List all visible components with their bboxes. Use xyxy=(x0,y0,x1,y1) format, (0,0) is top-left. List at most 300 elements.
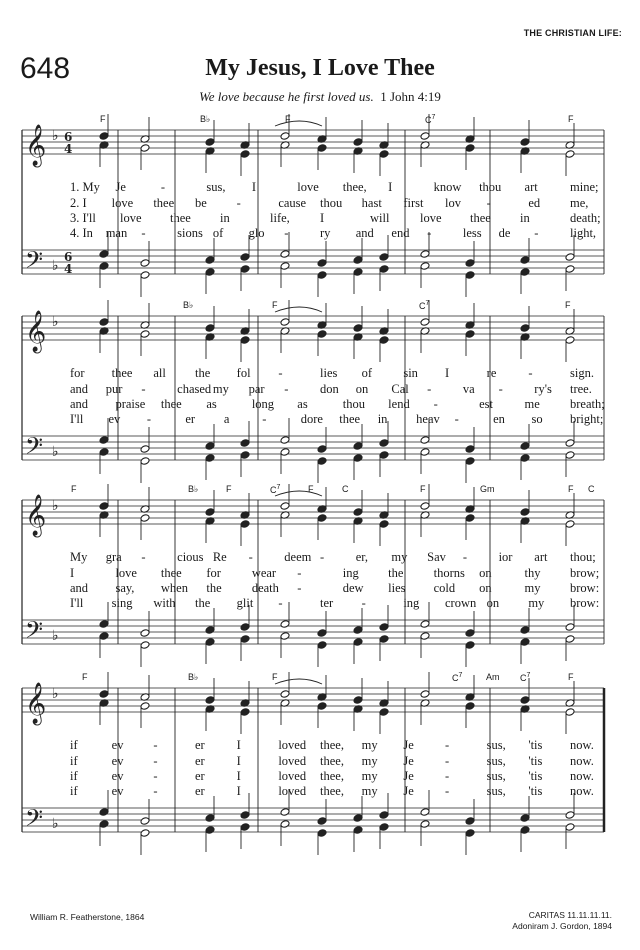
lyric-syllable: - xyxy=(284,226,289,240)
lyric-syllable: - xyxy=(486,196,491,210)
lyric-syllable: my xyxy=(361,784,378,798)
lyric-syllable: long xyxy=(251,397,275,411)
lyric-syllable: cause xyxy=(278,196,307,210)
treble-clef-icon: 𝄞 xyxy=(25,125,47,166)
lyric-syllable: - xyxy=(498,382,503,396)
lyric-syllable: - xyxy=(445,738,450,752)
time-signature-icon: 6 xyxy=(64,130,73,144)
lyric-syllable: - xyxy=(320,550,325,564)
lyric-syllable: thee, xyxy=(320,754,344,768)
chord-symbol: B♭ xyxy=(183,300,194,310)
chord-symbol: F xyxy=(100,114,106,124)
note-head xyxy=(520,508,530,517)
lyric-syllable: my xyxy=(212,382,229,396)
lyric-syllable: my xyxy=(528,596,545,610)
note-head xyxy=(420,808,430,817)
note-head xyxy=(353,638,363,647)
lyric-syllable: ev xyxy=(111,754,124,768)
note-head xyxy=(99,262,109,271)
note-head xyxy=(99,808,109,817)
note-head xyxy=(465,330,475,339)
lyric-syllable: - xyxy=(160,180,166,194)
note-head xyxy=(205,324,215,333)
note-head xyxy=(353,268,363,277)
note-head xyxy=(317,514,327,523)
lyric-syllable: brow: xyxy=(570,581,600,595)
lyric-syllable: gra xyxy=(105,550,122,564)
lyric-syllable: breath; xyxy=(570,397,605,411)
lyric-syllable: sign. xyxy=(570,366,594,380)
lyric-syllable: va xyxy=(462,382,475,396)
note-head xyxy=(420,502,430,511)
lyric-syllable: - xyxy=(528,366,533,380)
lyric-syllable: 2. I xyxy=(70,196,87,210)
music-credit: Adoniram J. Gordon, 1894 xyxy=(512,921,612,931)
key-flat-icon: ♭ xyxy=(52,628,59,644)
lyric-syllable: I xyxy=(236,769,241,783)
note-head xyxy=(379,635,389,644)
lyric-syllable: and xyxy=(355,226,374,240)
note-head xyxy=(317,445,327,454)
lyric-syllable: as xyxy=(206,397,217,411)
lyric-syllable: art xyxy=(524,180,538,194)
key-flat-icon: ♭ xyxy=(52,444,59,460)
note-head xyxy=(205,442,215,451)
lyric-syllable: ev xyxy=(111,738,124,752)
slur-mark xyxy=(275,679,322,684)
key-flat-icon: ♭ xyxy=(52,128,59,144)
note-head xyxy=(379,439,389,448)
note-head xyxy=(240,451,250,460)
lyric-syllable: cious xyxy=(177,550,204,564)
lyric-syllable: know xyxy=(433,180,462,194)
lyric-syllable: chased xyxy=(177,382,212,396)
lyric-syllable: 'tis xyxy=(528,754,543,768)
lyric-syllable: 3. I'll xyxy=(70,211,96,225)
note-head xyxy=(565,635,575,644)
note-head xyxy=(99,502,109,511)
key-flat-icon: ♭ xyxy=(52,314,59,330)
epigraph-reference: 1 John 4:19 xyxy=(380,89,441,104)
lyric-syllable: if xyxy=(70,769,78,783)
slur-mark xyxy=(275,491,322,496)
treble-clef-icon: 𝄞 xyxy=(25,495,47,536)
chord-symbol: Gm xyxy=(480,484,495,494)
note-head xyxy=(205,696,215,705)
lyric-syllable: my xyxy=(524,581,541,595)
note-head xyxy=(465,457,475,466)
note-head xyxy=(317,144,327,153)
lyric-syllable: Je xyxy=(403,769,414,783)
note-head xyxy=(140,641,150,650)
lyric-syllable: if xyxy=(70,754,78,768)
lyric-syllable: sus, xyxy=(486,769,506,783)
lyric-syllable: on xyxy=(479,581,492,595)
lyric-syllable: so xyxy=(531,412,543,426)
note-head xyxy=(565,708,575,717)
slur-mark xyxy=(275,121,322,126)
lyric-syllable: first xyxy=(403,196,424,210)
note-head xyxy=(353,442,363,451)
note-head xyxy=(465,445,475,454)
note-head xyxy=(420,690,430,699)
lyric-syllable: bright; xyxy=(570,412,604,426)
lyric-syllable: - xyxy=(445,754,450,768)
chord-symbol: $C^7$ xyxy=(270,484,281,495)
lyric-syllable: - xyxy=(262,412,267,426)
note-head xyxy=(379,451,389,460)
note-head xyxy=(465,641,475,650)
lyric-syllable: - xyxy=(153,738,158,752)
note-head xyxy=(379,253,389,262)
lyric-syllable: - xyxy=(454,412,459,426)
note-head xyxy=(140,829,150,838)
note-head xyxy=(240,635,250,644)
lyric-syllable: - xyxy=(236,196,241,210)
lyric-syllable: thy xyxy=(524,566,541,580)
lyric-syllable: thee xyxy=(170,211,191,225)
lyric-syllable: - xyxy=(153,754,158,768)
lyric-syllable: in xyxy=(377,412,388,426)
note-head xyxy=(140,445,150,454)
chord-symbol: F xyxy=(565,300,571,310)
lyric-syllable: thee xyxy=(111,366,133,380)
lyric-syllable: thou xyxy=(320,196,343,210)
lyric-syllable: love xyxy=(297,180,319,194)
lyric-syllable: with xyxy=(153,596,176,610)
note-head xyxy=(520,268,530,277)
lyric-syllable: thee xyxy=(160,397,182,411)
lyric-syllable: lend xyxy=(388,397,410,411)
note-head xyxy=(240,253,250,262)
lyric-syllable: er xyxy=(195,769,205,783)
note-head xyxy=(565,623,575,632)
note-head xyxy=(565,336,575,345)
lyric-syllable: - xyxy=(248,550,253,564)
lyric-syllable: - xyxy=(284,382,289,396)
words-credit: William R. Featherstone, 1864 xyxy=(30,912,145,922)
lyric-syllable: My xyxy=(70,550,88,564)
lyric-syllable: - xyxy=(278,366,283,380)
note-head xyxy=(205,814,215,823)
note-head xyxy=(353,256,363,265)
lyric-syllable: - xyxy=(462,550,468,564)
lyric-syllable: on xyxy=(355,382,369,396)
note-head xyxy=(280,690,290,699)
note-head xyxy=(240,439,250,448)
treble-clef-icon: 𝄞 xyxy=(25,683,47,724)
lyric-syllable: thee xyxy=(153,196,175,210)
note-head xyxy=(280,318,290,327)
lyric-syllable: sus, xyxy=(206,180,226,194)
lyric-syllable: I xyxy=(388,180,393,194)
note-head xyxy=(520,256,530,265)
chord-symbol: $C^7$ xyxy=(419,300,430,311)
note-head xyxy=(520,442,530,451)
note-head xyxy=(317,330,327,339)
note-head xyxy=(99,448,109,457)
lyric-syllable: - xyxy=(297,566,302,580)
lyric-syllable: end xyxy=(391,226,410,240)
lyric-syllable: me xyxy=(524,397,540,411)
lyric-syllable: sions xyxy=(177,226,203,240)
lyric-syllable: I xyxy=(236,784,241,798)
lyric-syllable: me, xyxy=(570,196,589,210)
slur-mark xyxy=(275,307,322,312)
lyric-syllable: my xyxy=(361,754,378,768)
note-head xyxy=(240,811,250,820)
lyric-syllable: death; xyxy=(570,211,601,225)
lyric-syllable: tree. xyxy=(570,382,592,396)
note-head xyxy=(317,629,327,638)
lyric-syllable: - xyxy=(297,581,302,595)
lyric-syllable: - xyxy=(153,769,158,783)
key-flat-icon: ♭ xyxy=(52,816,59,832)
lyric-syllable: thee, xyxy=(342,180,367,194)
note-head xyxy=(565,439,575,448)
chord-symbol: F xyxy=(568,672,574,682)
note-head xyxy=(353,508,363,517)
lyric-syllable: - xyxy=(141,382,146,396)
lyric-syllable: ing xyxy=(342,566,359,580)
chord-symbol: F xyxy=(420,484,426,494)
note-head xyxy=(565,265,575,274)
lyric-syllable: love xyxy=(111,196,134,210)
chord-symbol: F xyxy=(272,672,278,682)
chord-symbol: F xyxy=(568,114,574,124)
note-head xyxy=(280,632,290,641)
key-flat-icon: ♭ xyxy=(52,686,59,702)
note-head xyxy=(420,436,430,445)
chord-symbol: F xyxy=(82,672,88,682)
note-head xyxy=(317,817,327,826)
note-head xyxy=(205,626,215,635)
lyric-syllable: est xyxy=(479,397,493,411)
lyric-syllable: Je xyxy=(115,180,126,194)
note-head xyxy=(420,132,430,141)
note-head xyxy=(420,262,430,271)
lyric-syllable: sin xyxy=(403,366,418,380)
note-head xyxy=(99,820,109,829)
hymn-number: 648 xyxy=(20,52,71,85)
lyric-syllable: - xyxy=(427,382,432,396)
lyric-syllable: 4. In xyxy=(70,226,93,240)
note-head xyxy=(240,623,250,632)
lyric-syllable: hast xyxy=(361,196,382,210)
chord-symbol: F xyxy=(285,114,291,124)
lyric-syllable: my xyxy=(391,550,408,564)
hymn-title: My Jesus, I Love Thee xyxy=(205,55,435,81)
lyric-syllable: I xyxy=(251,180,256,194)
lyric-syllable: 'tis xyxy=(528,784,543,798)
lyric-syllable: pur xyxy=(105,382,123,396)
note-head xyxy=(280,820,290,829)
chord-symbol: F xyxy=(226,484,232,494)
lyric-syllable: sus, xyxy=(486,754,506,768)
note-head xyxy=(420,318,430,327)
note-head xyxy=(353,138,363,147)
lyric-syllable: Je xyxy=(403,754,414,768)
lyric-syllable: I'll xyxy=(70,596,84,610)
note-head xyxy=(140,330,150,339)
lyric-syllable: glit xyxy=(236,596,254,610)
lyric-syllable: - xyxy=(141,550,146,564)
lyric-syllable: my xyxy=(361,769,378,783)
lyric-syllable: er xyxy=(195,784,205,798)
lyric-syllable: of xyxy=(212,226,224,240)
lyric-syllable: er, xyxy=(355,550,369,564)
lyric-syllable: ry xyxy=(320,226,331,240)
lyric-syllable: ry's xyxy=(534,382,552,396)
lyric-syllable: thorns xyxy=(433,566,465,580)
note-head xyxy=(353,626,363,635)
epigraph-text: We love because he first loved us. xyxy=(199,89,374,104)
note-head xyxy=(99,632,109,641)
lyric-syllable: if xyxy=(70,784,78,798)
note-head xyxy=(520,826,530,835)
lyric-syllable: in xyxy=(520,211,530,225)
lyric-syllable: loved xyxy=(278,754,307,768)
note-head xyxy=(280,262,290,271)
time-signature-icon: 6 xyxy=(64,250,73,264)
lyric-syllable: glo xyxy=(248,226,265,240)
bass-clef-icon: 𝄢 xyxy=(25,432,44,465)
lyric-syllable: and xyxy=(70,382,89,396)
lyric-syllable: of xyxy=(361,366,373,380)
lyric-syllable: fol xyxy=(236,366,251,380)
note-head xyxy=(205,256,215,265)
lyric-syllable: for xyxy=(70,366,85,380)
lyric-syllable: on xyxy=(486,596,500,610)
note-head xyxy=(205,454,215,463)
note-head xyxy=(240,520,250,529)
lyric-syllable: I xyxy=(445,366,450,380)
lyric-syllable: thee, xyxy=(320,769,344,783)
note-head xyxy=(280,448,290,457)
lyric-syllable: - xyxy=(146,412,152,426)
lyric-syllable: sus, xyxy=(486,738,506,752)
lyric-syllable: lies xyxy=(320,366,338,380)
lyric-syllable: Je xyxy=(403,784,414,798)
lyric-syllable: when xyxy=(160,581,188,595)
note-head xyxy=(420,820,430,829)
note-head xyxy=(520,696,530,705)
note-head xyxy=(465,629,475,638)
chord-symbol: Am xyxy=(486,672,500,682)
bass-clef-icon: 𝄢 xyxy=(25,616,44,649)
lyric-syllable: life, xyxy=(270,211,290,225)
lyric-syllable: en xyxy=(493,412,505,426)
chord-symbol: B♭ xyxy=(188,484,199,494)
note-head xyxy=(140,817,150,826)
chord-symbol: B♭ xyxy=(188,672,199,682)
lyric-syllable: my xyxy=(361,738,378,752)
note-head xyxy=(99,436,109,445)
lyric-syllable: thee, xyxy=(320,784,344,798)
lyric-syllable: ior xyxy=(498,550,513,564)
note-head xyxy=(520,814,530,823)
note-head xyxy=(465,144,475,153)
lyric-syllable: - xyxy=(278,596,283,610)
note-head xyxy=(317,641,327,650)
lyric-syllable: - xyxy=(445,784,450,798)
note-head xyxy=(99,690,109,699)
lyric-syllable: ed xyxy=(528,196,541,210)
lyric-syllable: and xyxy=(70,581,89,595)
note-head xyxy=(353,826,363,835)
lyric-syllable: love xyxy=(115,566,137,580)
lyric-syllable: brow; xyxy=(570,566,600,580)
note-head xyxy=(520,454,530,463)
note-head xyxy=(140,144,150,153)
lyric-syllable: say, xyxy=(115,581,135,595)
lyric-syllable: cold xyxy=(433,581,456,595)
note-head xyxy=(205,268,215,277)
lyric-syllable: man xyxy=(105,226,128,240)
note-head xyxy=(420,632,430,641)
tune-credit: CARITAS 11.11.11.11. xyxy=(528,910,612,920)
note-head xyxy=(353,696,363,705)
lyric-syllable: 1. My xyxy=(70,180,100,194)
note-head xyxy=(520,138,530,147)
note-head xyxy=(240,823,250,832)
note-head xyxy=(99,250,109,259)
lyric-syllable: now. xyxy=(570,784,594,798)
lyric-syllable: Cal xyxy=(391,382,409,396)
lyric-syllable: the xyxy=(388,566,404,580)
lyric-syllable: thee xyxy=(339,412,361,426)
chord-symbol: C xyxy=(342,484,349,494)
note-head xyxy=(280,436,290,445)
note-head xyxy=(205,826,215,835)
note-head xyxy=(379,520,389,529)
lyric-syllable: - xyxy=(141,226,146,240)
chord-symbol: $C^7$ xyxy=(520,672,531,683)
lyric-syllable: thee, xyxy=(320,738,344,752)
note-head xyxy=(379,265,389,274)
lyric-syllable: now. xyxy=(570,769,594,783)
note-head xyxy=(317,457,327,466)
lyric-syllable: crown xyxy=(445,596,477,610)
lyric-syllable: for xyxy=(206,566,221,580)
lyric-syllable: ev xyxy=(108,412,121,426)
note-head xyxy=(379,150,389,159)
lyric-syllable: par xyxy=(248,382,265,396)
note-head xyxy=(240,265,250,274)
note-head xyxy=(520,324,530,333)
lyric-syllable: Je xyxy=(403,738,414,752)
note-head xyxy=(379,811,389,820)
lyric-syllable: loved xyxy=(278,784,307,798)
note-head xyxy=(353,454,363,463)
lyric-syllable: - xyxy=(427,226,432,240)
lyric-syllable: ev xyxy=(111,769,124,783)
note-head xyxy=(379,336,389,345)
note-head xyxy=(565,451,575,460)
note-head xyxy=(140,514,150,523)
lyric-syllable: on xyxy=(479,566,492,580)
note-head xyxy=(379,623,389,632)
note-head xyxy=(465,829,475,838)
note-head xyxy=(465,817,475,826)
lyric-syllable: thee xyxy=(470,211,491,225)
lyric-syllable: dew xyxy=(342,581,364,595)
lyric-syllable: sing xyxy=(111,596,133,610)
chord-symbol: C xyxy=(588,484,595,494)
note-head xyxy=(465,514,475,523)
lyric-syllable: ing xyxy=(403,596,420,610)
lyric-syllable: re xyxy=(486,366,497,380)
